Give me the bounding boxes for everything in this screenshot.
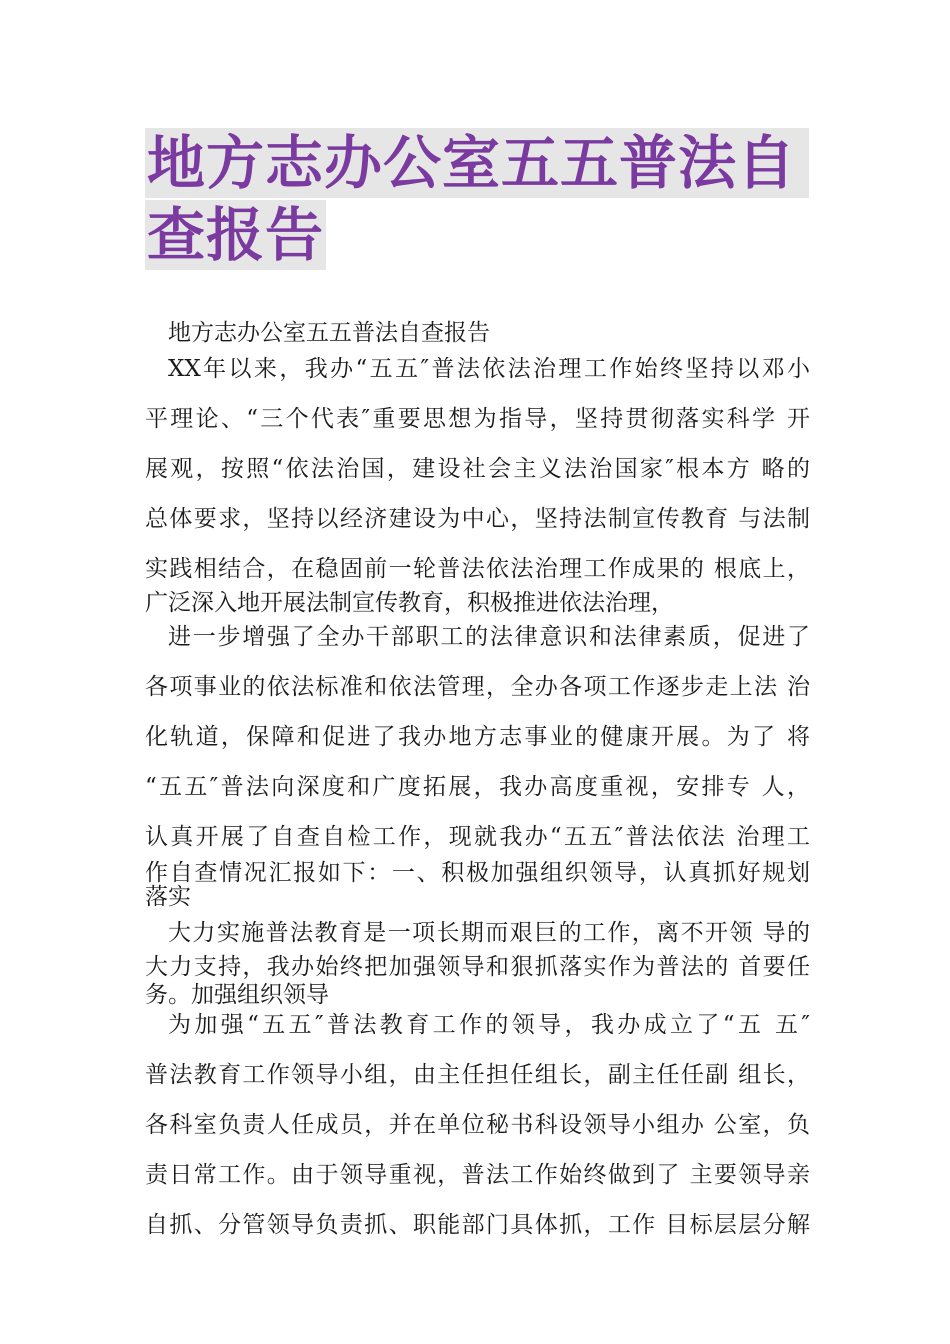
paragraph-line: 落实 — [145, 884, 191, 910]
paragraph-line: 务。加强组织领导 — [145, 982, 329, 1008]
document-title — [145, 128, 810, 270]
paragraph-line: “五五″普法向深度和广度拓展，我办高度重视，安排专 人， — [145, 774, 810, 800]
paragraph-line: XX年以来，我办“五五″普法依法治理工作始终坚持以邓小 — [168, 356, 810, 382]
paragraph-line: 广泛深入地开展法制宣传教育，积极推进依法治理， — [145, 590, 674, 616]
paragraph-line: 大力实施普法教育是一项长期而艰巨的工作，离不开领 导的 — [168, 920, 810, 946]
paragraph-line: 普法教育工作领导小组，由主任担任组长，副主任任副 组长， — [145, 1062, 810, 1088]
paragraph-line: 各科室负责人任成员，并在单位秘书科设领导小组办 公室，负 — [145, 1112, 810, 1138]
title-line-1: 地方志办公室五五普法自 — [145, 128, 809, 198]
paragraph-line: 认真开展了自查自检工作，现就我办“五五″普法依法 治理工 — [145, 824, 810, 850]
paragraph-line: 实践相结合，在稳固前一轮普法依法治理工作成果的 根底上， — [145, 556, 810, 582]
subtitle-line: 地方志办公室五五普法自查报告 — [168, 320, 490, 346]
title-line-2: 查报告 — [147, 201, 325, 269]
paragraph-line: 化轨道，保障和促进了我办地方志事业的健康开展。为了 将 — [145, 724, 810, 750]
paragraph-line: 责日常工作。由于领导重视，普法工作始终做到了 主要领导亲 — [145, 1162, 810, 1188]
paragraph-line: 为加强“五五″普法教育工作的领导，我办成立了“五 五″ — [168, 1012, 810, 1038]
paragraph-line: 大力支持，我办始终把加强领导和狠抓落实作为普法的 首要任 — [145, 954, 810, 980]
paragraph-line: 进一步增强了全办干部职工的法律意识和法律素质，促进了 — [168, 624, 810, 650]
document-body — [145, 318, 810, 1240]
paragraph-line: 各项事业的依法标准和依法管理，全办各项工作逐步走上法 治 — [145, 674, 810, 700]
paragraph-line: 总体要求，坚持以经济建设为中心，坚持法制宣传教育 与法制 — [145, 506, 810, 532]
paragraph-line: 自抓、分管领导负责抓、职能部门具体抓，工作 目标层层分解 — [145, 1212, 810, 1238]
paragraph-line: 作自查情况汇报如下：一、积极加强组织领导，认真抓好规划 — [145, 860, 810, 886]
paragraph-line: 平理论、“三个代表″重要思想为指导，坚持贯彻落实科学 开 — [145, 406, 810, 432]
paragraph-line: 展观，按照“依法治国，建设社会主义法治国家″根本方 略的 — [145, 456, 810, 482]
